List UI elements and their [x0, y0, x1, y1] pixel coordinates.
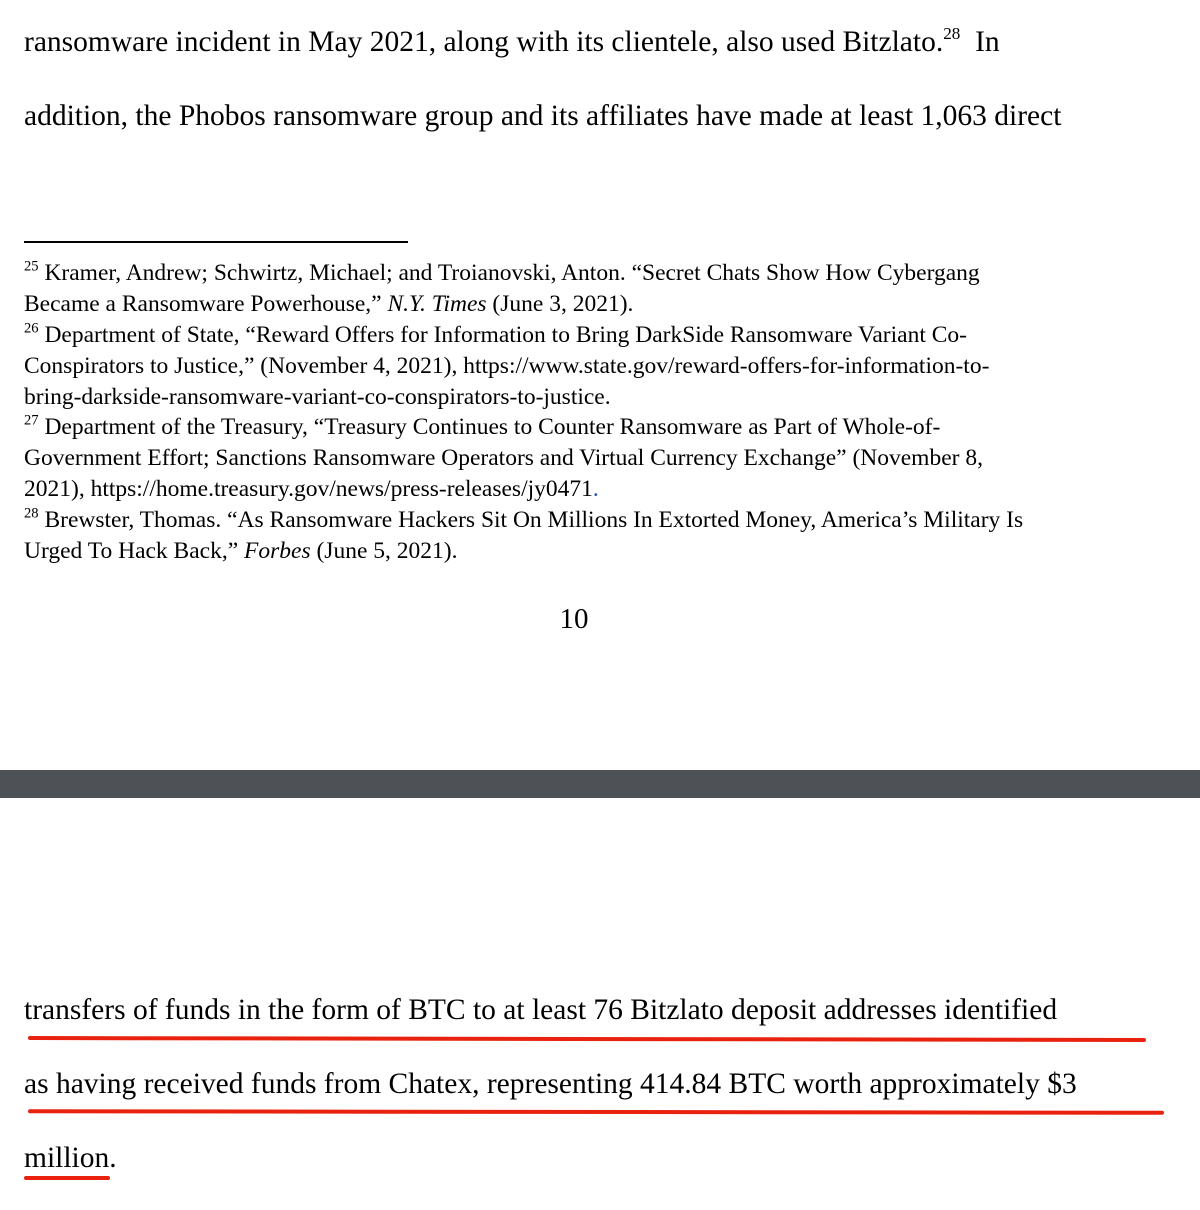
page-number: 10 [559, 603, 589, 635]
footnote-25-line-2: Became a Ransomware Powerhouse,” N.Y. Times (June 3, 2021). [24, 291, 634, 317]
footnote-25-line-1: $^{25}$ Kramer, Andrew; Schwirtz, Michael; and Troianovski, Anton. “Secret Chats Show How Cybergang [24, 258, 980, 286]
page-divider [0, 770, 1200, 798]
footnote-26-line-3: bring-darkside-ransomware-variant-co-conspirators-to-justice. [24, 384, 611, 410]
footnote-27-line-1: $^{27}$ Department of the Treasury, “Treasury Continues to Counter Ransomware as Part of Whole-of- [24, 412, 941, 440]
body-text-line-3: transfers of funds in the form of BTC to at least 76 Bitzlato deposit addresses identified [24, 994, 1058, 1026]
footnote-separator [24, 241, 408, 243]
highlight-underline-3 [24, 1176, 110, 1180]
body-text-line-4: as having received funds from Chatex, representing 414.84 BTC worth approximately $3 [24, 1068, 1077, 1100]
body-text-line-5: million. [24, 1142, 117, 1174]
footnote-ref-28[interactable]: 28 [943, 24, 961, 44]
footnote-28-line-1: $^{28}$ Brewster, Thomas. “As Ransomware Hackers Sit On Millions In Extorted Money, America’s Military Is [24, 505, 1024, 533]
footnote-28-line-2: Urged To Hack Back,” Forbes (June 5, 2021). [24, 538, 458, 564]
highlight-underline-2 [28, 1109, 1164, 1115]
footnote-26-line-2: Conspirators to Justice,” (November 4, 2021), https://www.state.gov/reward-offers-for-information-to- [24, 353, 990, 379]
footnote-link[interactable]: 2021), https://home.treasury.gov/news/press-releases/jy0471 [24, 476, 593, 502]
footnote-27-line-3: 2021), https://home.treasury.gov/news/press-releases/jy0471. [24, 476, 599, 502]
body-text-line-1: ransomware incident in May 2021, along with its clientele, also used Bitzlato.$^{28}$ In [24, 24, 1000, 58]
publication-title: N.Y. Times [387, 291, 487, 317]
footnote-26-line-1: $^{26}$ Department of State, “Reward Offers for Information to Bring DarkSide Ransomware Variant Co- [24, 320, 967, 348]
document-page-bottom [0, 798, 1200, 1210]
highlight-underline-1 [28, 1036, 1146, 1042]
publication-title: Forbes [244, 538, 311, 564]
body-text-line-2: addition, the Phobos ransomware group and its affiliates have made at least 1,063 direct [24, 100, 1062, 132]
footnote-27-line-2: Government Effort; Sanctions Ransomware Operators and Virtual Currency Exchange” (November 8, [24, 445, 983, 471]
